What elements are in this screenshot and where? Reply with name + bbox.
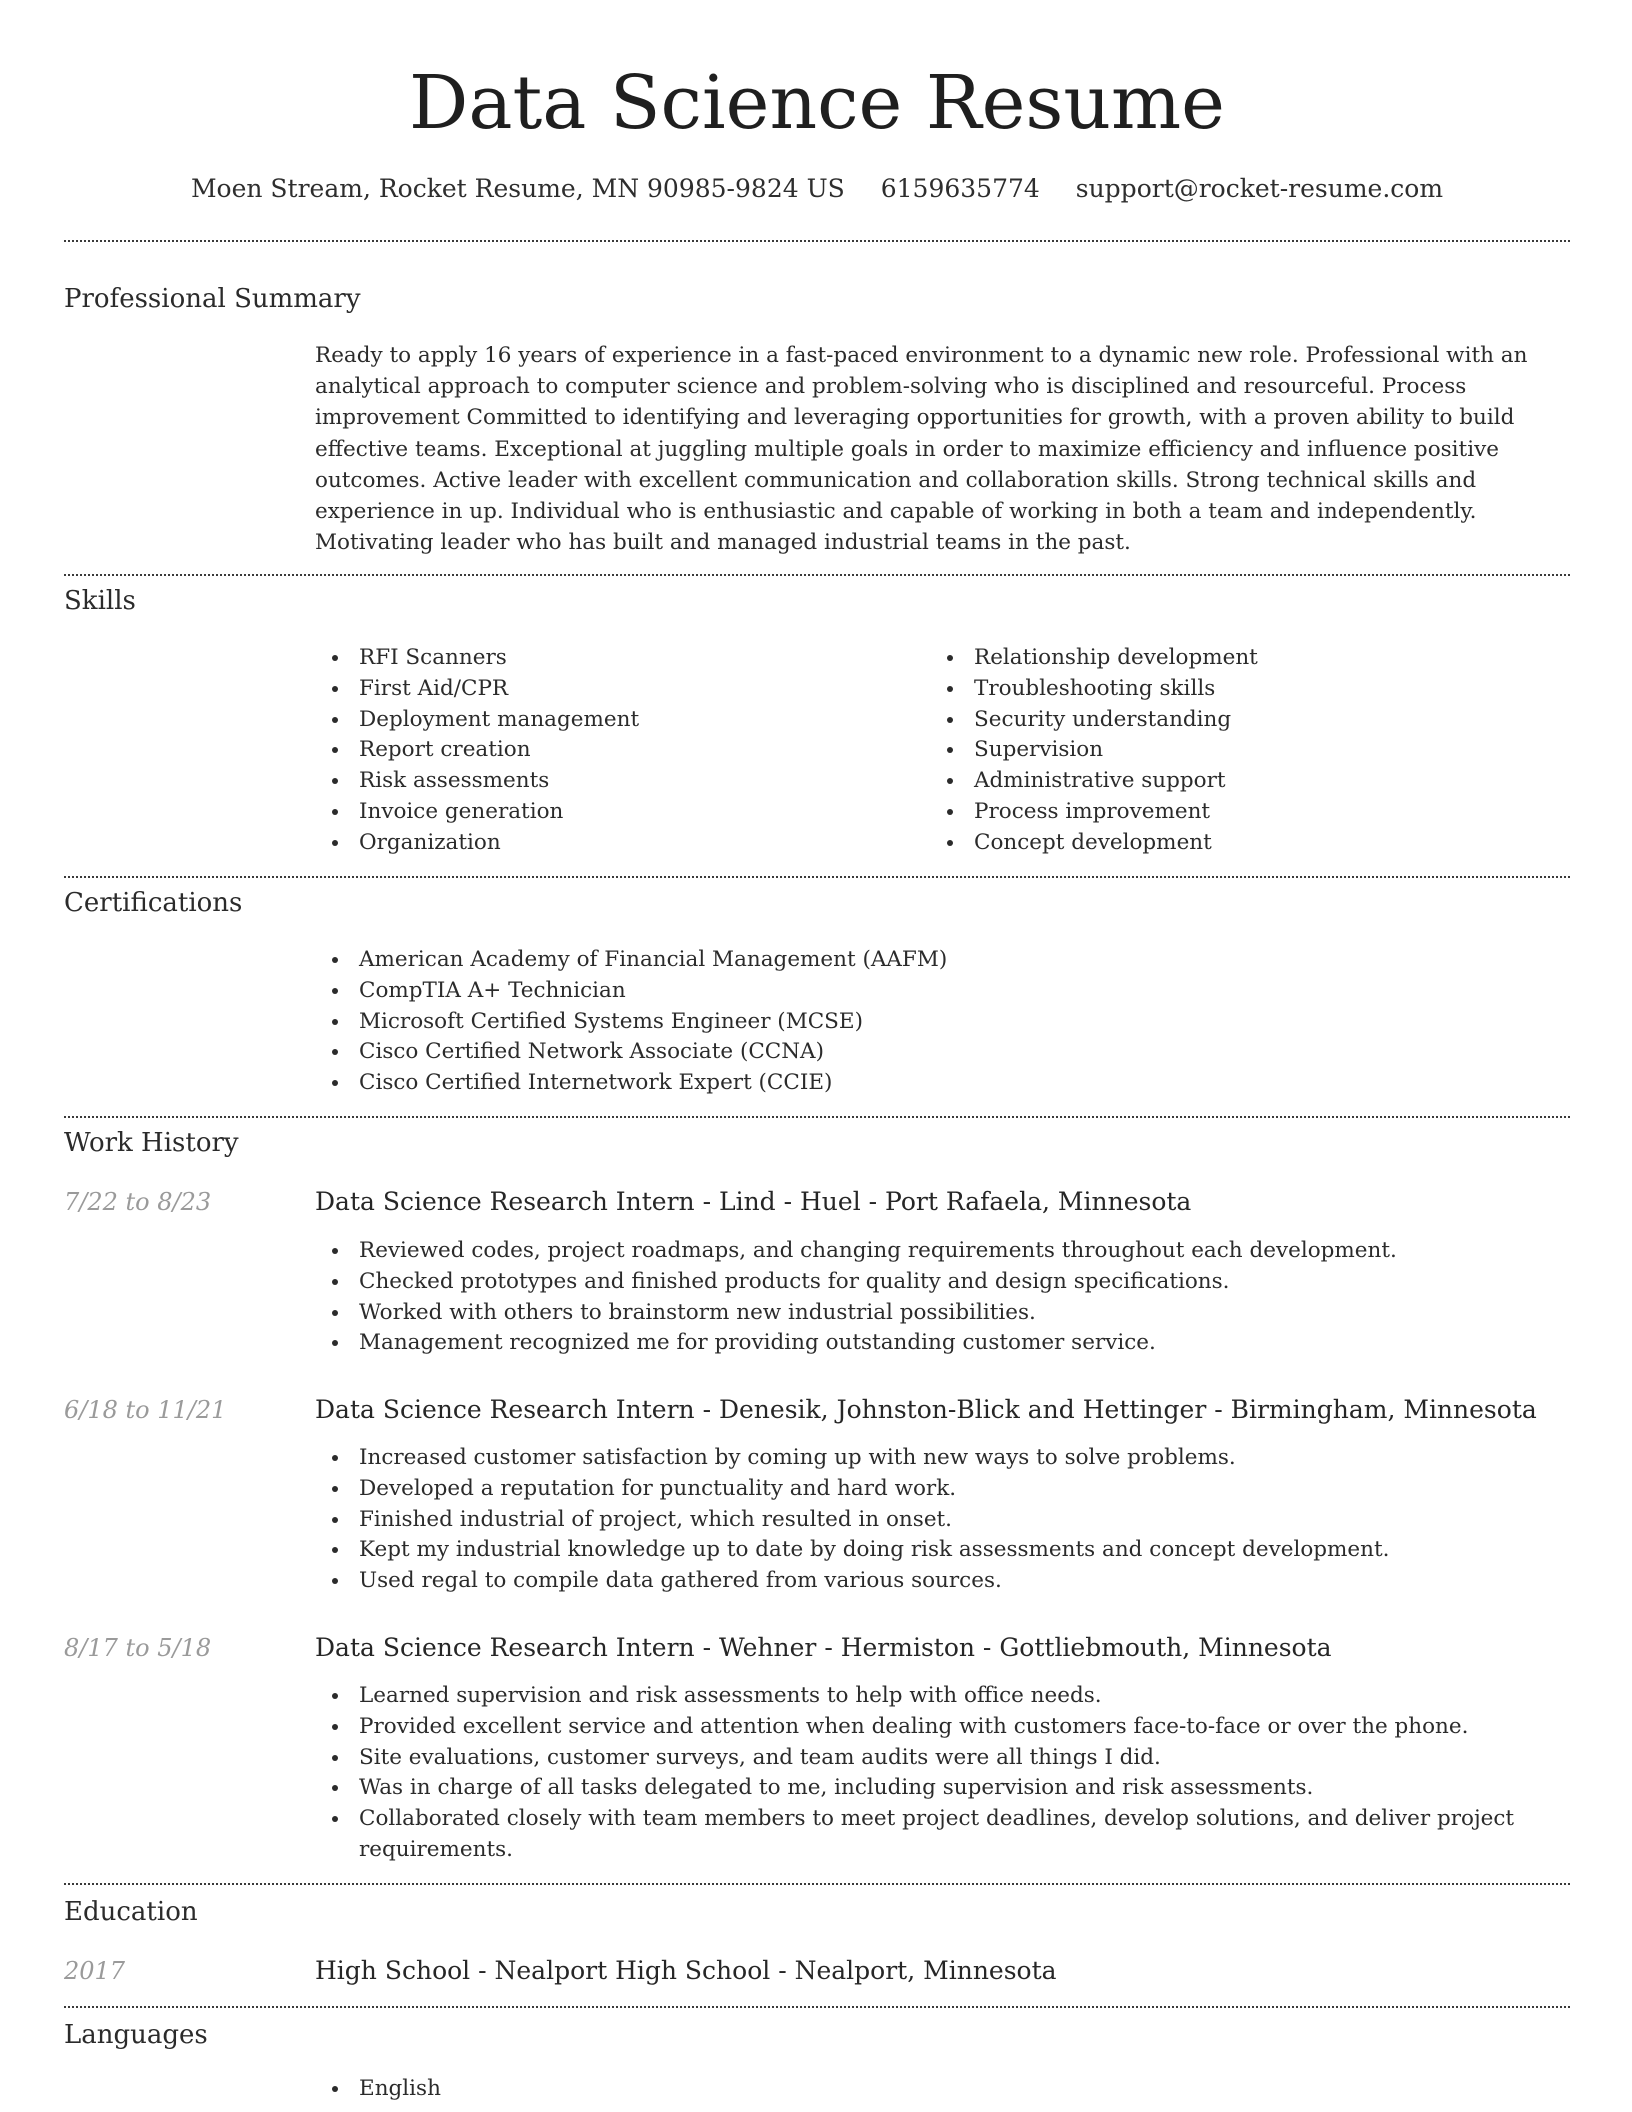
list-item: English: [315, 2074, 441, 2105]
list-item: First Aid/CPR: [315, 674, 639, 705]
list-item: Kept my industrial knowledge up to date by doing risk assessments and concept development.: [315, 1535, 1389, 1566]
list-item: RFI Scanners: [315, 643, 639, 674]
contact-email[interactable]: support@rocket-resume.com: [1075, 174, 1444, 203]
list-item: Worked with others to brainstorm new industrial possibilities.: [315, 1298, 1397, 1329]
list-item: Checked prototypes and finished products for quality and design specifications.: [315, 1267, 1397, 1298]
list-item: Learned supervision and risk assessments to help with office needs.: [315, 1681, 1515, 1712]
divider: [64, 1116, 1570, 1118]
job-dates: 6/18 to 11/21: [64, 1396, 227, 1424]
job-dates: 8/17 to 5/18: [64, 1634, 212, 1662]
job-bullets: [315, 1443, 1389, 1597]
list-item: Administrative support: [930, 766, 1258, 797]
list-item: Cisco Certified Network Associate (CCNA): [315, 1037, 947, 1068]
resume-title: Data Science Resume: [409, 60, 1225, 146]
list-item: Finished industrial of project, which resulted in onset.: [315, 1505, 1389, 1536]
list-item: Concept development: [930, 828, 1258, 859]
list-item: Risk assessments: [315, 766, 639, 797]
job-title: Data Science Research Intern - Denesik, Johnston-Blick and Hettinger - Birmingham, Minnesota: [315, 1395, 1537, 1424]
list-item: Used regal to compile data gathered from various sources.: [315, 1566, 1389, 1597]
list-item: Relationship development: [930, 643, 1258, 674]
divider: [64, 1883, 1570, 1885]
list-item: Management recognized me for providing outstanding customer service.: [315, 1328, 1397, 1359]
languages-heading: Languages: [64, 2020, 208, 2050]
list-item: Organization: [315, 828, 639, 859]
list-item: Developed a reputation for punctuality and hard work.: [315, 1474, 1389, 1505]
list-item: Process improvement: [930, 797, 1258, 828]
education-entry: High School - Nealport High School - Nealport, Minnesota: [315, 1956, 1057, 1985]
job-bullets: [315, 1236, 1397, 1359]
job-bullets: [315, 1681, 1515, 1866]
work-heading: Work History: [64, 1128, 239, 1158]
list-item: CompTIA A+ Technician: [315, 976, 947, 1007]
skills-list-right: [930, 643, 1258, 859]
list-item: Site evaluations, customer surveys, and team audits were all things I did.: [315, 1743, 1515, 1774]
list-item: Invoice generation: [315, 797, 639, 828]
divider: [64, 876, 1570, 878]
education-heading: Education: [64, 1897, 198, 1927]
divider: [64, 2006, 1570, 2008]
list-item: Troubleshooting skills: [930, 674, 1258, 705]
job-title: Data Science Research Intern - Wehner - Hermiston - Gottliebmouth, Minnesota: [315, 1633, 1332, 1662]
contact-line: [64, 170, 1570, 208]
list-item: Collaborated closely with team members to meet project deadlines, develop solutions, and deliver project requirements.: [315, 1804, 1515, 1866]
education-year: 2017: [64, 1957, 126, 1985]
contact-phone: 6159635774: [880, 174, 1040, 203]
list-item: Increased customer satisfaction by coming up with new ways to solve problems.: [315, 1443, 1389, 1474]
contact-address: Moen Stream, Rocket Resume, MN 90985-9824 US: [190, 174, 845, 203]
skills-heading: Skills: [64, 586, 136, 616]
list-item: Microsoft Certified Systems Engineer (MCSE): [315, 1007, 947, 1038]
list-item: Provided excellent service and attention when dealing with customers face-to-face or over the phone.: [315, 1712, 1515, 1743]
certifications-heading: Certifications: [64, 888, 243, 918]
summary-text: Ready to apply 16 years of experience in a fast-paced environment to a dynamic new role. Professional with an analytical approach to computer science and problem-solving who is disciplined and resourceful. Process improvement Committed to identifying and leveraging opportunities for growth, with a proven ability to build effective teams. Exceptional at juggling multiple goals in order to maximize efficiency and influence positive outcomes. Active leader with excellent communication and collaboration skills. Strong technical skills and experience in up. Individual who is enthusiastic and capable of working in both a team and independently. Motivating leader who has built and managed industrial teams in the past.: [315, 343, 1528, 556]
languages-list: [315, 2074, 441, 2105]
certifications-list: [315, 945, 947, 1099]
job-title: Data Science Research Intern - Lind - Huel - Port Rafaela, Minnesota: [315, 1187, 1192, 1216]
divider: [64, 240, 1570, 242]
list-item: Supervision: [930, 735, 1258, 766]
summary-heading: Professional Summary: [64, 284, 361, 314]
job-dates: 7/22 to 8/23: [64, 1188, 212, 1216]
divider: [64, 574, 1570, 576]
list-item: Reviewed codes, project roadmaps, and changing requirements throughout each development.: [315, 1236, 1397, 1267]
skills-list-left: [315, 643, 639, 859]
list-item: Cisco Certified Internetwork Expert (CCIE): [315, 1068, 947, 1099]
list-item: Was in charge of all tasks delegated to me, including supervision and risk assessments.: [315, 1773, 1515, 1804]
list-item: Security understanding: [930, 705, 1258, 736]
list-item: Deployment management: [315, 705, 639, 736]
list-item: American Academy of Financial Management (AAFM): [315, 945, 947, 976]
list-item: Report creation: [315, 735, 639, 766]
